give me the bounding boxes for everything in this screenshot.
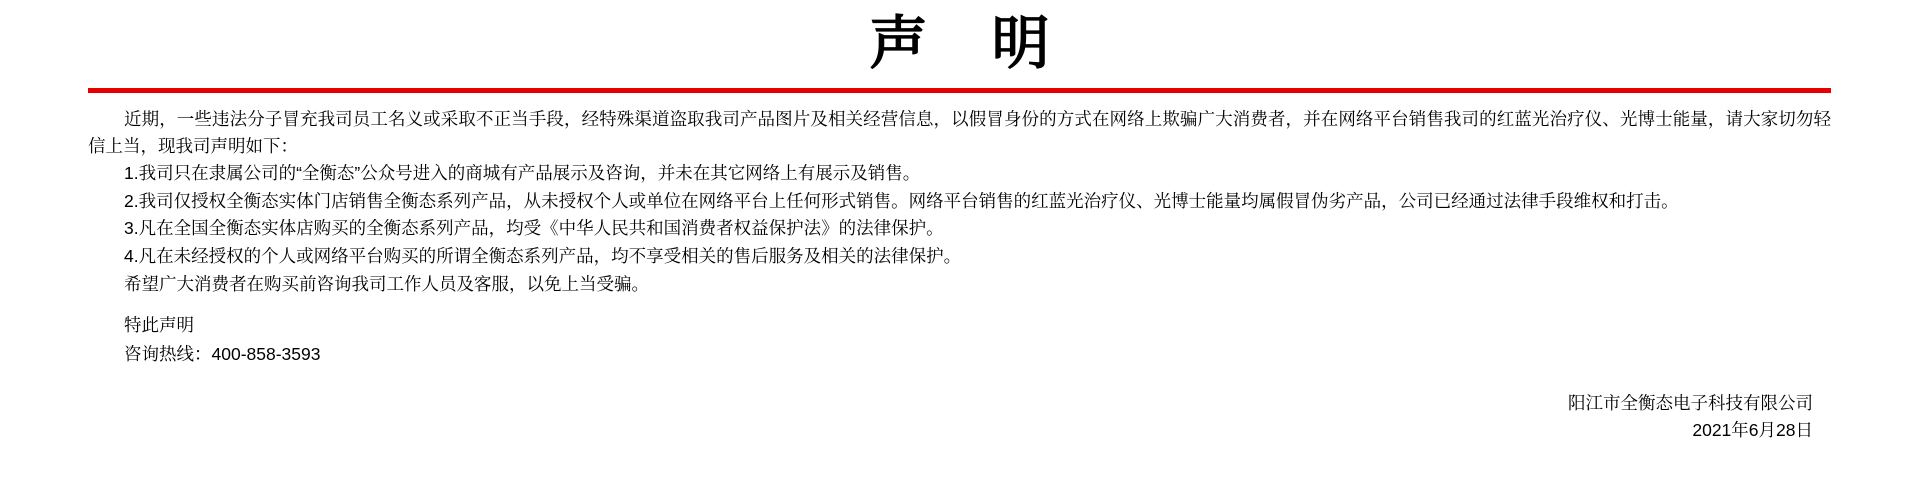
paragraph-item-4: 4.凡在未经授权的个人或网络平台购买的所谓全衡态系列产品，均不享受相关的售后服务及相关的法律保护。 [124,245,962,266]
paragraph-item-2: 2.我司仅授权全衡态实体门店销售全衡态系列产品，从未授权个人或单位在网络平台上任何形式销售。网络平台销售的红蓝光治疗仪、光博士能量均属假冒伪劣产品，公司已经通过法律手段维权和打击。 [124,190,1679,211]
closing-statement: 特此声明 [124,315,194,336]
paragraph-item-3: 3.凡在全国全衡态实体店购买的全衡态系列产品，均受《中华人民共和国消费者权益保护法》的法律保护。 [124,218,944,239]
hotline-text: 咨询热线：400-858-3593 [124,343,321,364]
document-body [88,106,1831,297]
paragraph-advice: 希望广大消费者在购买前咨询我司工作人员及客服，以免上当受骗。 [124,273,649,294]
company-name: 阳江市全衡态电子科技有限公司 [1568,392,1813,413]
page-title: 声 明 [869,9,1072,77]
title-divider [88,88,1831,93]
signature-block [88,390,1831,444]
closing-block [88,311,1831,368]
paragraph-intro: 近期，一些违法分子冒充我司员工名义或采取不正当手段，经特殊渠道盗取我司产品图片及相关经营信息，以假冒身份的方式在网络上欺骗广大消费者，并在网络平台销售我司的红蓝光治疗仪、光博士能量，请大家切勿轻信上当，现我司声明如下： [88,109,1831,156]
issue-date: 2021年6月28日 [1692,419,1813,440]
paragraph-item-1: 1.我司只在隶属公司的“全衡态”公众号进入的商城有产品展示及咨询，并未在其它网络上有展示及销售。 [124,163,921,184]
